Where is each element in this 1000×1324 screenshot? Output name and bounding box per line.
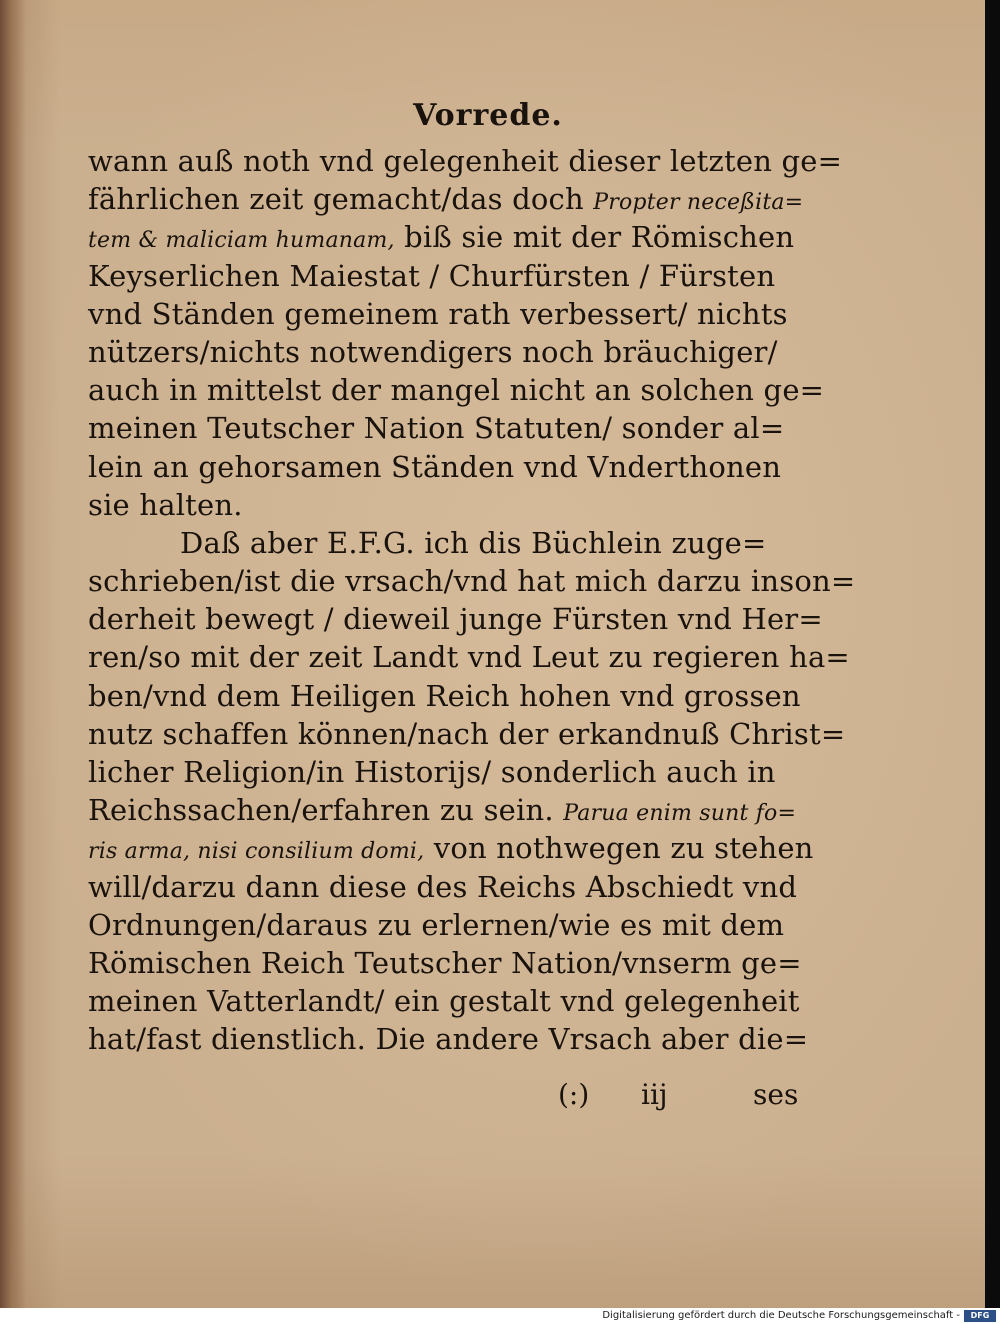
text-line: [88, 906, 848, 944]
text-run: meinen Teutscher Nation Statuten/ sonder al=: [88, 411, 785, 446]
text-run: schrieben/ist die vrsach/vnd hat mich darzu inson=: [88, 564, 856, 599]
text-run: hat/fast dienstlich. Die andere Vrsach aber die=: [88, 1022, 809, 1057]
text-run: derheit bewegt / dieweil junge Fürsten vnd Her=: [88, 602, 823, 637]
text-line: [88, 868, 848, 906]
text-line: [88, 753, 848, 791]
text-line: [88, 829, 848, 867]
text-line: [88, 257, 848, 295]
latin-phrase: Propter neceßita=: [593, 190, 804, 216]
text-run: Ordnungen/daraus zu erlernen/wie es mit dem: [88, 907, 785, 942]
text-run: meinen Vatterlandt/ ein gestalt vnd gelegenheit: [88, 984, 800, 1019]
text-line: [88, 638, 848, 676]
text-line: [88, 371, 848, 409]
text-run: vnd Ständen gemeinem rath verbessert/ nichts: [88, 296, 788, 331]
page-footer-line: [88, 1078, 848, 1114]
text-line: [88, 295, 848, 333]
text-line: [88, 1020, 848, 1058]
text-run: ren/so mit der zeit Landt vnd Leut zu regieren ha=: [88, 640, 850, 675]
text-run: Reichssachen/erfahren zu sein.: [88, 793, 564, 828]
text-run: nutz schaffen können/nach der erkandnuß Christ=: [88, 716, 846, 751]
dfg-logo: DFG: [964, 1310, 996, 1322]
text-run: Römischen Reich Teutscher Nation/vnserm ge=: [88, 945, 802, 980]
latin-phrase: tem & maliciam humanam,: [88, 228, 395, 254]
page-binding-shadow: [0, 0, 26, 1308]
text-line: [88, 448, 848, 486]
running-header: Vorrede.: [413, 98, 563, 133]
body-text: [88, 142, 856, 1059]
signature-mark: (:): [558, 1078, 590, 1111]
latin-phrase: ris arma, nisi consilium domi,: [88, 839, 425, 865]
text-line: [88, 486, 848, 524]
viewer-footer: [0, 1308, 1000, 1324]
text-run: licher Religion/in Historijs/ sonderlich auch in: [88, 755, 776, 789]
text-run: will/darzu dann diese des Reichs Abschiedt vnd: [88, 869, 798, 904]
page-text-block: [88, 96, 856, 1059]
text-line: [88, 791, 848, 829]
funding-credit: Digitalisierung gefördert durch die Deutsche Forschungsgemeinschaft -: [602, 1310, 960, 1321]
text-run: lein an gehorsamen Ständen vnd Vnderthonen: [88, 449, 782, 484]
text-line: [88, 982, 848, 1020]
text-line: [88, 677, 848, 715]
text-run: fährlichen zeit gemacht/das doch: [88, 182, 594, 217]
text-run: Daß aber E.F.G. ich dis Büchlein zuge=: [180, 525, 767, 560]
text-run: wann auß noth vnd gelegenheit dieser letzten ge=: [88, 144, 843, 178]
latin-phrase: Parua enim sunt fo=: [563, 801, 797, 827]
signature-number: iij: [641, 1078, 668, 1111]
text-line: [88, 600, 848, 638]
text-line: [88, 180, 848, 218]
text-line: [88, 715, 848, 753]
text-line: [88, 333, 848, 371]
text-run: nützers/nichts notwendigers noch bräuchiger/: [88, 334, 778, 369]
text-line: [88, 142, 848, 180]
text-run: sie halten.: [88, 487, 243, 522]
text-run: biß sie mit der Römischen: [394, 220, 795, 255]
text-line: [88, 562, 856, 600]
catchword: ses: [753, 1078, 799, 1111]
text-line: [88, 944, 848, 982]
text-run: Keyserlichen Maiestat / Churfürsten / Fürsten: [88, 258, 776, 293]
text-run: von nothwegen zu stehen: [424, 831, 814, 866]
text-run: ben/vnd dem Heiligen Reich hohen vnd grossen: [88, 678, 801, 713]
text-run: auch in mittelst der mangel nicht an solchen ge=: [88, 373, 825, 408]
text-line: [88, 524, 848, 562]
text-line: [88, 218, 848, 256]
text-line: [88, 409, 848, 447]
